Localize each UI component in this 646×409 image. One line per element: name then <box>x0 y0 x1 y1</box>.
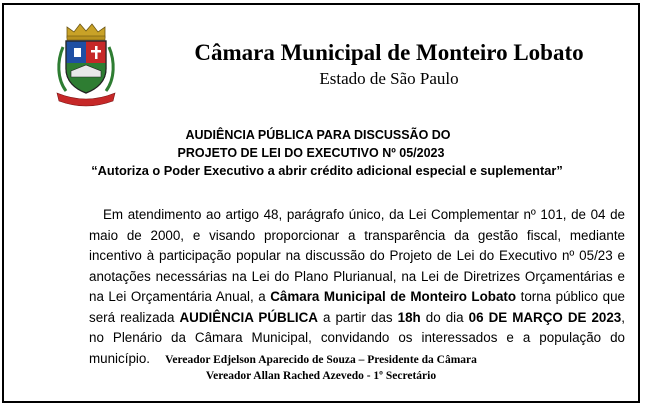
signature-president: Vereador Edjelson Aparecido de Souza – Presidente da Câmara <box>165 354 477 366</box>
body-text-part: a partir das <box>322 309 393 325</box>
event-date: 06 DE MARÇO DE 2023 <box>468 309 622 325</box>
heading-subtitle: “Autoriza o Poder Executivo a abrir crédito adicional especial e suplementar” <box>91 163 563 178</box>
organization-mention: Câmara Municipal de Monteiro Lobato <box>270 289 517 304</box>
organization-state: Estado de São Paulo <box>319 69 459 88</box>
municipal-coat-of-arms <box>53 21 119 109</box>
heading-line-1: AUDIÊNCIA PÚBLICA PARA DISCUSSÃO DO <box>185 128 451 142</box>
body-text-part: , no Plenário da Câmara Municipal, convidando os interessados e a população do município. <box>89 309 625 366</box>
body-text-part: do dia <box>425 309 464 325</box>
event-name: AUDIÊNCIA PÚBLICA <box>179 309 318 325</box>
signatures <box>4 352 642 384</box>
body-text-part: Em atendimento ao artigo 48, parágrafo único, da Lei Complementar nº 101, de 04 de maio de 2000, e visando proporcionar a transparência da gestão fiscal, mediante incentivo à participação popular na discussão do Projeto de Lei do Executivo nº 05/23 e anotações necessárias na Lei do Plano Plurianual, na Lei de Diretrizes Orçamentárias e na Lei Orçamentária Anual, a <box>89 207 625 304</box>
event-time: 18h <box>397 309 421 325</box>
heading-line-2: PROJETO DE LEI DO EXECUTIVO Nº 05/2023 <box>177 146 445 160</box>
notice-body <box>89 205 625 369</box>
signature-secretary: Vereador Allan Rached Azevedo - 1º Secretário <box>205 370 437 382</box>
organization-name: Câmara Municipal de Monteiro Lobato <box>194 40 584 65</box>
public-notice <box>2 3 640 403</box>
body-text-part: torna público que será realizada <box>89 289 625 325</box>
notice-heading <box>4 126 642 180</box>
